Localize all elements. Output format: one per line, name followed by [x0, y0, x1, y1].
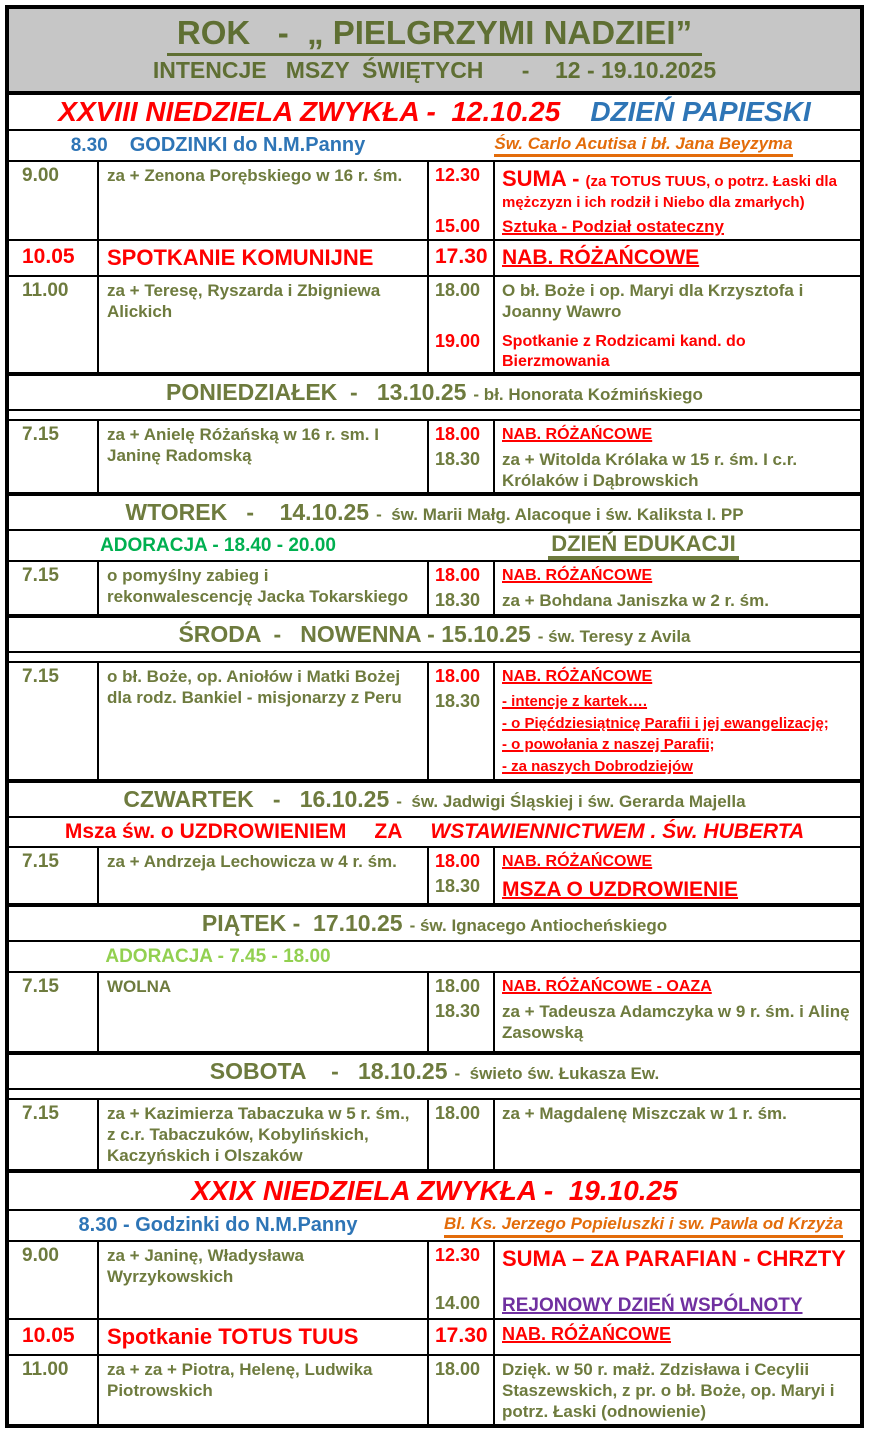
evening-entries [427, 277, 860, 373]
mass-intention: za + za + Piotra, Helenę, Ludwika Piotrowskich [107, 1360, 373, 1401]
adoration-label: ADORACJA - 7.45 - 18.00 [105, 945, 331, 967]
godzinki-label: 8.30 - Godzinki do N.M.Panny [78, 1214, 358, 1237]
mass-row [9, 661, 860, 779]
intention-item [502, 692, 850, 712]
day-header-friday [9, 903, 860, 940]
day-saint: - świeto św. Łukasza Ew. [454, 1064, 660, 1084]
mass-intention [493, 162, 860, 213]
evening-entries [427, 848, 860, 903]
day-header-saturday [9, 1051, 860, 1088]
day-title: PIĄTEK - 17.10.25 [201, 910, 403, 937]
mass-time: 18.30 [435, 1000, 481, 1021]
rosary-text: NAB. RÓŻAŃCOWE [502, 668, 653, 686]
intention-text: - o Pięćdziesiątnicę Parafii i jej ewangelizację; [502, 714, 829, 732]
event-label [493, 1290, 860, 1318]
mass-time: 10.05 [22, 245, 75, 269]
sunday1-papal-day-label: DZIEŃ PAPIESKI [590, 95, 811, 127]
spacer-row [9, 409, 860, 419]
education-day-label: DZIEŃ EDUKACJI [548, 532, 739, 560]
mass-intention: WOLNA [107, 977, 172, 997]
godzinki-left [9, 134, 427, 157]
banner [9, 9, 860, 95]
mass-row [9, 275, 860, 373]
mass-row [9, 560, 860, 614]
rosary-text: NAB. RÓŻAŃCOWE [502, 426, 653, 444]
mass-time: 9.00 [22, 164, 59, 186]
rosary-label: NAB. RÓŻAŃCOWE [502, 246, 700, 270]
mass-time: 9.00 [22, 1245, 59, 1267]
day-saint: - bł. Honorata Koźmińskiego [473, 385, 703, 405]
mass-time: 18.00 [435, 666, 481, 687]
intention-item [502, 735, 850, 755]
mass-row [9, 239, 860, 275]
day-saint: - św. Teresy z Avila [537, 627, 691, 647]
mass-time: 18.00 [435, 976, 481, 997]
schedule-page [0, 5, 869, 1428]
rosary-text: NAB. RÓŻAŃCOWE [502, 567, 653, 585]
godzinki-label: GODZINKI do N.M.Panny [129, 133, 366, 156]
mass-row [9, 971, 860, 1051]
education-day-wrap [427, 532, 860, 560]
suma-detail: (za TOTUS TUUS, o potrz. Łaski dla mężczyzn i ich rodził i Niebo dla zmarłych) [502, 172, 837, 211]
mass-time: 18.00 [435, 1359, 481, 1380]
mass-row [9, 419, 860, 492]
day-header-wednesday [9, 614, 860, 651]
mass-intention: za + Zenona Porębskiego w 16 r. śm. [107, 165, 403, 185]
day-title: SOBOTA - 18.10.25 [209, 1058, 448, 1085]
rosary-label [493, 421, 860, 446]
evening-entries [427, 162, 860, 239]
day-title: ŚRODA - NOWENNA - 15.10.25 [178, 621, 531, 648]
community-day-text: REJONOWY DZIEŃ WSPÓLNOTY [502, 1295, 803, 1317]
mass-row [9, 160, 860, 239]
mass-time: 18.00 [435, 424, 481, 445]
mass-time: 12.30 [435, 1245, 481, 1266]
intention-list [493, 688, 860, 779]
event-label: Spotkanie TOTUS TUUS [107, 1324, 359, 1350]
mass-time: 18.00 [435, 565, 481, 586]
rosary-label [493, 663, 860, 688]
tuesday-subrow [9, 529, 860, 560]
rosary-text: NAB. RÓŻAŃCOWE [502, 1324, 671, 1345]
mass-time: 14.00 [435, 1293, 481, 1314]
evening-entries [427, 421, 860, 492]
mass-intention: za + Janinę, Władysława Wyrzykowskich [107, 1246, 305, 1287]
sunday1-title: XXVIII NIEDZIELA ZWYKŁA - 12.10.25 [58, 95, 561, 127]
day-saint: - św. Jadwigi Śląskiej i św. Gerarda Majella [396, 792, 746, 812]
day-header-monday [9, 372, 860, 409]
sunday1-title-row [9, 95, 860, 129]
mass-intention: za + Anielę Różańską w 16 r. sm. I Janinę Radomską [107, 425, 379, 466]
mass-intention: za + Teresę, Ryszarda i Zbigniewa Alickich [107, 280, 381, 321]
mass-row [9, 1318, 860, 1354]
spacer-row [9, 651, 860, 661]
rosary-text: NAB. RÓŻAŃCOWE [502, 853, 653, 871]
mass-time: 7.15 [22, 565, 59, 587]
mass-time: 17.30 [435, 245, 488, 269]
intention-item [502, 757, 850, 777]
mass-time: 7.15 [22, 976, 59, 998]
healing-mass-text: MSZA O UZDROWIENIE [502, 877, 739, 901]
saint-of-day: Bl. Ks. Jerzego Popieluszki i sw. Pawla od Krzyża [444, 1214, 843, 1238]
healing-mass-banner [9, 816, 860, 846]
mass-row [9, 1240, 860, 1318]
mass-row [9, 846, 860, 903]
day-title: WTOREK - 14.10.25 [125, 499, 370, 526]
sunday2-title: XXIX NIEDZIELA ZWYKŁA - 19.10.25 [191, 1175, 678, 1207]
event-label [493, 241, 860, 272]
healing-mass-za: ZA [374, 820, 403, 844]
mass-time: 7.15 [22, 424, 59, 446]
saint-of-day: Św. Carlo Acutisa i bł. Jana Beyzyma [494, 134, 792, 158]
mass-time: 11.00 [22, 1359, 69, 1381]
mass-time: 7.15 [22, 851, 59, 873]
mass-intention: o bł. Boże, op. Aniołów i Matki Bożej dla rodz. Bankiel - misjonarzy z Peru [107, 667, 402, 708]
mass-time: 7.15 [22, 666, 59, 688]
mass-intention: za + Witolda Królaka w 15 r. śm. I c.r. Królaków i Dąbrowskich [502, 449, 798, 490]
intention-item [502, 714, 850, 734]
mass-intention: za + Magdalenę Miszczak w 1 r. śm. [502, 1104, 787, 1124]
godzinki-right [427, 134, 860, 158]
godzinki-time: 8.30 [70, 134, 108, 156]
rosary-label [493, 562, 860, 587]
mass-time: 11.00 [22, 279, 69, 301]
healing-mass-text: Msza św. o UZDROWIENIEM [64, 820, 347, 844]
sunday1-godzinki-row [9, 129, 860, 160]
evening-entries [427, 973, 860, 1051]
mass-intention: za + Kazimierza Tabaczuka w 5 r. śm., z c.r. Tabaczuków, Kobylińskich, Kaczyńskich i Olszaków [107, 1104, 410, 1165]
evening-entries [427, 1242, 860, 1318]
schedule-sheet [5, 5, 864, 1428]
mass-time: 18.30 [435, 875, 481, 896]
mass-time: 18.00 [435, 279, 481, 300]
day-title: PONIEDZIAŁEK - 13.10.25 [166, 379, 467, 406]
intention-text: - o powołania z naszej Parafii; [502, 736, 715, 754]
event-label: Spotkanie z Rodzicami kand. do Bierzmowania [502, 333, 746, 370]
adoration-label: ADORACJA - 18.40 - 20.00 [100, 534, 336, 556]
mass-row [9, 1354, 860, 1423]
suma-text: SUMA – ZA PARAFIAN - CHRZTY [502, 1246, 846, 1272]
rosary-label [493, 1320, 860, 1348]
day-saint: - św. Marii Małg. Alacoque i św. Kaliksta I. PP [376, 505, 744, 525]
spacer-row [9, 1088, 860, 1098]
rosary-text: NAB. RÓŻAŃCOWE - OAZA [502, 978, 712, 996]
evening-entries [427, 1100, 860, 1169]
healing-mass-intercession: WSTAWIENNICTWEM . Św. HUBERTA [430, 820, 805, 844]
banner-title-line [9, 14, 860, 56]
mass-intention: za + Tadeusza Adamczyka w 9 r. śm. i Alinę Zasowską [502, 1001, 850, 1042]
evening-entries [427, 241, 860, 275]
rosary-label [493, 973, 860, 998]
mass-time: 18.00 [435, 851, 481, 872]
mass-intention: o pomyślny zabieg i rekonwalescencję Jacka Tokarskiego [107, 566, 409, 607]
mass-intention: za + Bohdana Janiszka w 2 r. śm. [502, 591, 769, 610]
event-label: Sztuka - Podział ostateczny [502, 217, 724, 237]
rosary-label [493, 848, 860, 873]
evening-entries [427, 663, 860, 779]
intention-text: - za naszych Dobrodziejów [502, 757, 693, 775]
mass-intention [493, 213, 860, 239]
event-label: SPOTKANIE KOMUNIJNE [107, 245, 374, 271]
evening-entries [427, 1320, 860, 1354]
mass-intention: O bł. Boże i op. Maryi dla Krzysztofa i Joanny Wawro [502, 280, 804, 321]
sunday2-title-row [9, 1169, 860, 1209]
mass-time: 10.05 [22, 1324, 75, 1348]
intention-text: - intencje z kartek…. [502, 693, 648, 710]
mass-intention: za + Andrzeja Lechowicza w 4 r. śm. [107, 852, 397, 872]
banner-subtitle: INTENCJE MSZY ŚWIĘTYCH - 12 - 19.10.2025 [152, 56, 717, 83]
mass-time: 18.30 [435, 448, 481, 469]
godzinki-right [427, 1214, 860, 1238]
mass-time: 7.15 [22, 1103, 59, 1125]
mass-intention: Dzięk. w 50 r. małż. Zdzisława i Cecylii Staszewskich, z pr. o bł. Boże, op. Maryi i potrz. Łaski (odnowienie) [502, 1360, 835, 1421]
suma-label: SUMA - [502, 165, 586, 191]
mass-time: 15.00 [435, 216, 481, 237]
godzinki-left [9, 1214, 427, 1237]
mass-time: 18.30 [435, 691, 481, 711]
suma-label [493, 1242, 860, 1274]
mass-time: 18.30 [435, 590, 481, 610]
healing-mass-label [493, 873, 860, 904]
evening-entries [427, 562, 860, 614]
mass-row [9, 1098, 860, 1169]
friday-subrow [9, 940, 860, 971]
mass-time: 18.00 [435, 1103, 481, 1124]
evening-entries [427, 1356, 860, 1423]
day-title: CZWARTEK - 16.10.25 [123, 786, 390, 813]
day-saint: - św. Ignacego Antiocheńskiego [409, 916, 668, 936]
mass-time: 19.00 [435, 331, 481, 352]
mass-time: 17.30 [435, 1324, 488, 1348]
banner-title: ROK - „ PIELGRZYMI NADZIEI” [167, 14, 702, 56]
day-header-tuesday [9, 492, 860, 529]
day-header-thursday [9, 779, 860, 816]
mass-time: 12.30 [435, 164, 481, 185]
sunday2-godzinki-row [9, 1209, 860, 1240]
